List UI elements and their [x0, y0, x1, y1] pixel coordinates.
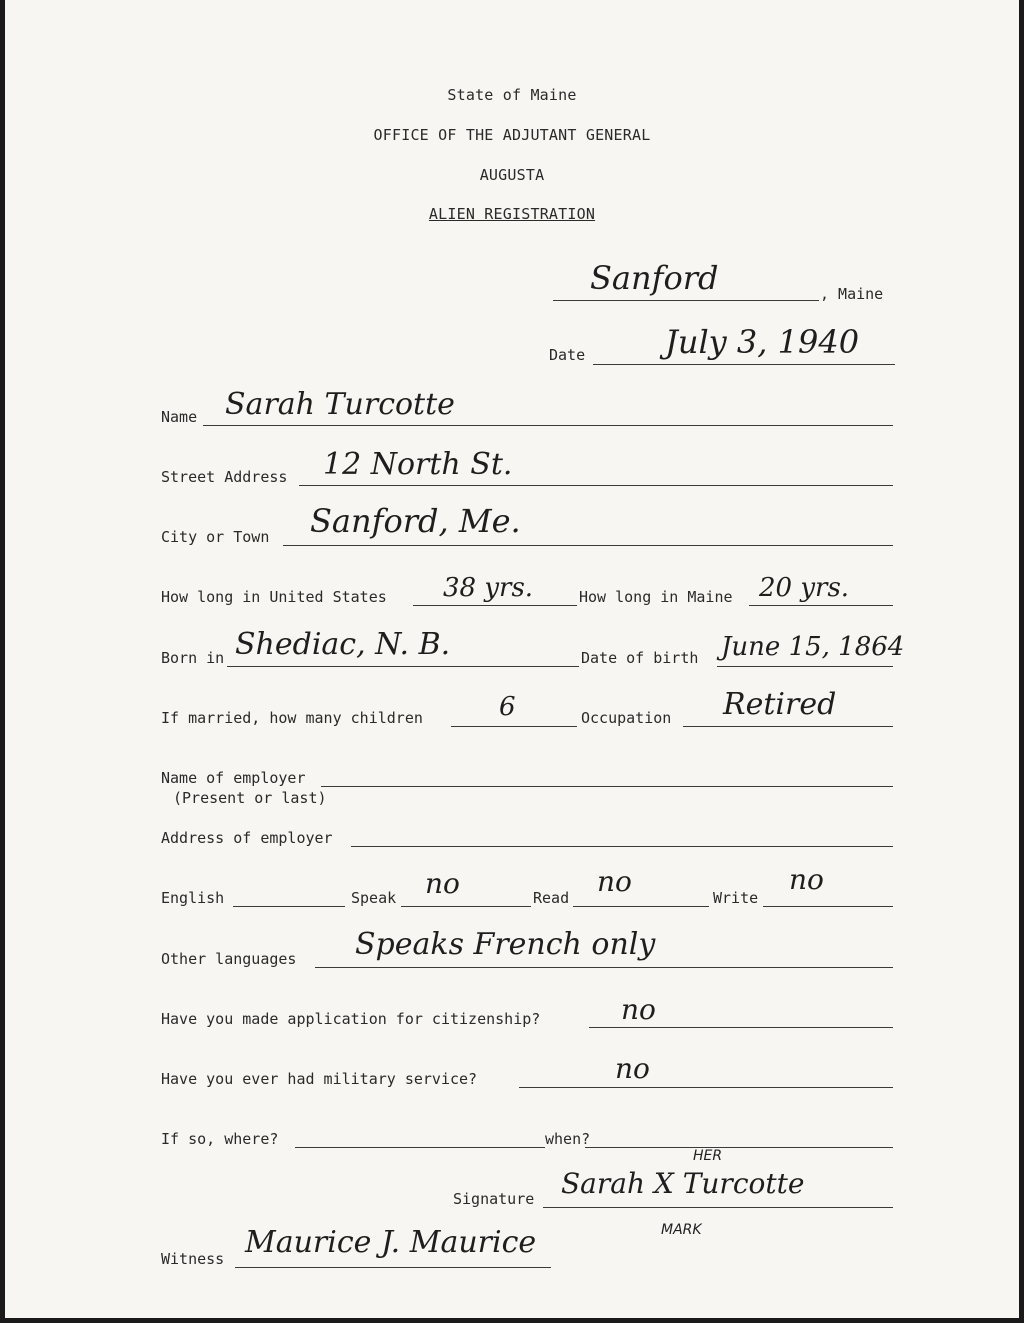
signature-mark-text: MARK — [661, 1222, 702, 1238]
signature-value: Sarah X Turcotte — [561, 1167, 805, 1200]
read-line — [573, 906, 709, 907]
date-line — [593, 364, 895, 365]
born-in-value: Shediac, N. B. — [235, 627, 451, 662]
date-of-birth-label: Date of birth — [581, 649, 699, 667]
city-or-town-line — [283, 545, 893, 546]
town-line — [553, 300, 819, 301]
write-value: no — [789, 863, 824, 896]
if-so-where-label: If so, where? — [161, 1130, 279, 1148]
date-value: July 3, 1940 — [665, 323, 860, 361]
born-in-label: Born in — [161, 649, 225, 667]
other-languages-label: Other languages — [161, 950, 297, 968]
name-label: Name — [161, 408, 198, 426]
witness-label: Witness — [161, 1250, 225, 1268]
how-long-us-line — [413, 605, 577, 606]
how-long-us-value: 38 yrs. — [443, 573, 534, 603]
citizenship-value: no — [621, 993, 656, 1026]
form-title: ALIEN REGISTRATION — [428, 205, 596, 223]
date-label: Date — [549, 346, 586, 364]
witness-value: Maurice J. Maurice — [245, 1225, 537, 1260]
how-long-maine-label: How long in Maine — [579, 588, 733, 606]
occupation-label: Occupation — [581, 709, 672, 727]
write-label: Write — [713, 889, 759, 907]
signature-her-text: HER — [693, 1148, 723, 1164]
name-value: Sarah Turcotte — [225, 387, 455, 422]
occupation-line — [683, 726, 893, 727]
signature-label: Signature — [453, 1190, 535, 1208]
children-line — [451, 726, 577, 727]
married-children-label: If married, how many children — [161, 709, 423, 727]
city-heading: AUGUSTA — [479, 166, 545, 184]
write-line — [763, 906, 893, 907]
street-address-value: 12 North St. — [323, 447, 513, 482]
other-languages-line — [315, 967, 893, 968]
street-address-line — [299, 485, 893, 486]
how-long-maine-value: 20 yrs. — [759, 573, 850, 603]
how-long-us-label: How long in United States — [161, 588, 387, 606]
citizenship-line — [589, 1027, 893, 1028]
when-label: when? — [545, 1130, 591, 1148]
military-value: no — [615, 1052, 650, 1085]
maine-label: , Maine — [820, 285, 884, 303]
employer-address-line — [351, 846, 893, 847]
military-line — [519, 1087, 893, 1088]
name-line — [203, 425, 893, 426]
town-value: Sanford — [590, 259, 719, 297]
city-or-town-label: City or Town — [161, 528, 270, 546]
witness-line — [235, 1267, 551, 1268]
citizenship-label: Have you made application for citizenship? — [161, 1010, 541, 1028]
english-label: English — [161, 889, 225, 907]
state-heading: State of Maine — [447, 86, 577, 104]
english-line — [233, 906, 345, 907]
read-label: Read — [533, 889, 570, 907]
city-or-town-value: Sanford, Me. — [310, 502, 521, 540]
employer-name-line — [321, 786, 893, 787]
born-in-line — [227, 666, 579, 667]
military-label: Have you ever had military service? — [161, 1070, 478, 1088]
employer-address-label: Address of employer — [161, 829, 333, 847]
office-heading: OFFICE OF THE ADJUTANT GENERAL — [373, 126, 651, 144]
speak-label: Speak — [351, 889, 397, 907]
speak-value: no — [425, 867, 460, 900]
when-line — [585, 1147, 893, 1148]
date-of-birth-value: June 15, 1864 — [721, 632, 905, 662]
employer-note: (Present or last) — [173, 789, 327, 807]
street-address-label: Street Address — [161, 468, 288, 486]
signature-line — [543, 1207, 893, 1208]
occupation-value: Retired — [723, 687, 837, 722]
how-long-maine-line — [749, 605, 893, 606]
speak-line — [401, 906, 531, 907]
read-value: no — [597, 865, 632, 898]
registration-form — [5, 0, 1019, 1318]
children-value: 6 — [499, 692, 516, 722]
other-languages-value: Speaks French only — [355, 927, 656, 962]
employer-name-label: Name of employer — [161, 769, 306, 787]
date-of-birth-line — [717, 666, 893, 667]
if-so-where-line — [295, 1147, 545, 1148]
